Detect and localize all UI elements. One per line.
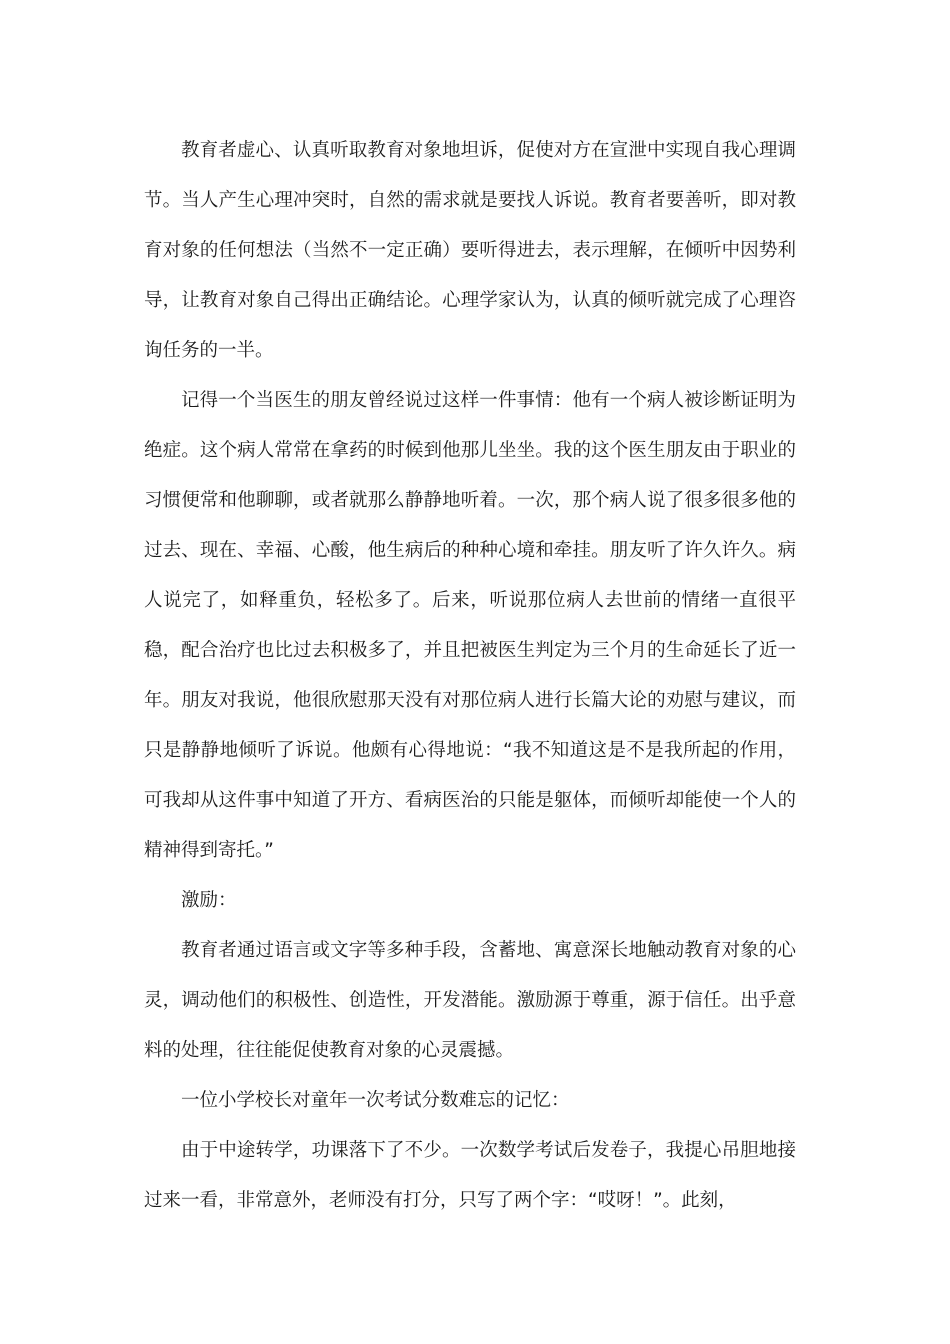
paragraph-listening-intro: 教育者虚心、认真听取教育对象地坦诉，促使对方在宣泄中实现自我心理调节。当人产生心理冲突时，自然的需求就是要找人诉说。教育者要善听，即对教育对象的任何想法（当然不一定正确）要听得进去，表示理解，在倾听中因势利导，让教育对象自己得出正确结论。心理学家认为，认真的倾听就完成了心理咨询任务的一半。 [144,140,796,361]
paragraph-principal-memory-intro: 一位小学校长对童年一次考试分数难忘的记忆： [181,1090,570,1111]
document-body [144,126,796,1226]
paragraph-doctor-story: 记得一个当医生的朋友曾经说过这样一件事情：他有一个病人被诊断证明为绝症。这个病人常常在拿药的时候到他那儿坐坐。我的这个医生朋友由于职业的习惯便常和他聊聊，或者就那么静静地听着。一次，那个病人说了很多很多他的过去、现在、幸福、心酸，他生病后的种种心境和牵挂。朋友听了许久许久。病人说完了，如释重负，轻松多了。后来，听说那位病人去世前的情绪一直很平稳，配合治疗也比过去积极多了，并且把被医生判定为三个月的生命延长了近一年。朋友对我说，他很欣慰那天没有对那位病人进行长篇大论的劝慰与建议，而只是静静地倾听了诉说。他颇有心得地说：“我不知道这是不是我所起的作用，可我却从这件事中知道了开方、看病医治的只能是躯体，而倾听却能使一个人的精神得到寄托。” [144,390,796,861]
section-heading-encouragement: 激励： [181,890,237,911]
paragraph-principal-story: 由于中途转学，功课落下了不少。一次数学考试后发卷子，我提心吊胆地接过来一看，非常意外，老师没有打分，只写了两个字：“哎呀！”。此刻， [144,1140,796,1211]
paragraph-encouragement-intro: 教育者通过语言或文字等多种手段，含蓄地、寓意深长地触动教育对象的心灵，调动他们的积极性、创造性，开发潜能。激励源于尊重，源于信任。出乎意料的处理，往往能促使教育对象的心灵震撼。 [144,940,796,1061]
